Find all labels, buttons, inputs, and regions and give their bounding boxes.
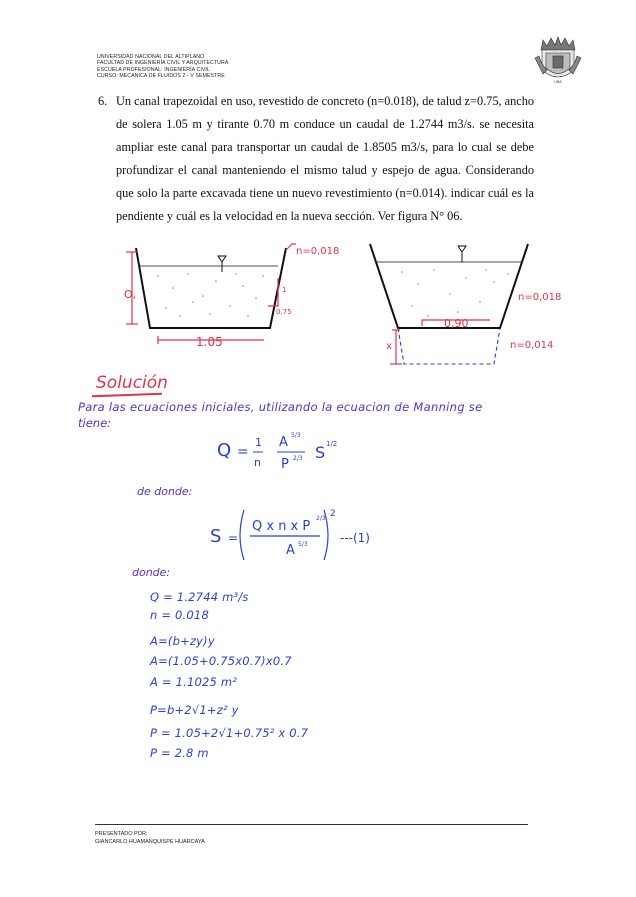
fig-left-slope-horizontal: 0,75 <box>276 308 292 316</box>
manning-perimeter: P <box>281 457 289 472</box>
solution-title-underline <box>92 393 162 397</box>
fig-right-base-label: 0,90 <box>444 317 469 330</box>
slope-numerator: Q x n x P <box>252 519 311 534</box>
slope-equation-tag: ---(1) <box>340 531 370 545</box>
footer-divider <box>95 824 528 825</box>
header-university: UNIVERSIDAD NACIONAL DEL ALTIPLANO <box>97 54 205 60</box>
slope-denominator: A <box>286 543 295 558</box>
solution-title: Solución <box>96 373 168 393</box>
manning-equation <box>215 426 365 474</box>
value-area-formula: A=(b+zy)y <box>150 634 215 648</box>
manning-frac-den: n <box>254 456 261 469</box>
slope-outer-exp: 2 <box>330 509 336 519</box>
fig-left-depth-label: O, <box>124 288 137 301</box>
problem-number: 6. <box>98 94 108 108</box>
de-donde-label: de donde: <box>137 485 193 498</box>
manning-area-exp: 5/3 <box>291 432 301 439</box>
manning-slope-exp: 1/2 <box>326 440 338 448</box>
slope-equation <box>208 506 398 562</box>
donde-label: donde: <box>132 566 171 579</box>
value-perimeter-substitution: P = 1.05+2√1+0.75² x 0.7 <box>150 726 309 740</box>
value-area-result: A = 1.1025 m² <box>150 675 238 689</box>
manning-area: A <box>279 435 288 450</box>
solution-intro-line1: Para las ecuaciones iniciales, utilizando la ecuacion de Manning se <box>78 400 483 414</box>
fig-left-n-label: n=0,018 <box>296 246 340 257</box>
svg-text:UNA: UNA <box>554 80 562 84</box>
fig-left-slope-vertical: 1 <box>282 286 287 294</box>
university-seal-logo <box>533 36 583 86</box>
fig-left-base-label: 1.05 <box>196 335 223 349</box>
manning-slope: S <box>315 443 326 462</box>
value-perimeter-result: P = 2.8 m <box>150 746 209 760</box>
header-school: ESCUELA PROFESIONAL: INGENIERÍA CIVIL <box>97 66 210 73</box>
manning-perimeter-exp: 2/3 <box>293 455 303 462</box>
header-course: CURSO: MECANICA DE FLUIDOS 2 - V SEMESTRE <box>97 72 225 79</box>
value-q: Q = 1.2744 m³/s <box>150 590 249 604</box>
header <box>97 54 228 79</box>
fig-right-x-label: x <box>386 341 392 352</box>
solution-intro-line2: tiene: <box>78 416 112 430</box>
value-n: n = 0.018 <box>150 608 209 622</box>
problem-text: Un canal trapezoidal en uso, revestido de concreto (n=0.018), de talud z=0.75, ancho de solera 1.05 m y tirante 0.70 m conduce un caudal de 1.2744 m3/s. se necesita ampliar este canal para transportar un caudal de 1.8505 m3/s, para lo cual se debe profundizar el canal manteniendo el mismo talud y espejo de agua. Considerando que solo la parte excavada tiene un nuevo revestimiento (n=0.014). indicar cuál es la pendiente y cuál es la velocidad en la nueva sección. Ver figura N° 06. <box>116 94 534 223</box>
header-faculty: FACULTAD DE INGENIERÍA CIVIL Y ARQUITECTURA <box>97 60 229 67</box>
problem-statement <box>98 90 534 228</box>
value-area-substitution: A=(1.05+0.75x0.7)x0.7 <box>150 654 292 668</box>
manning-lhs: Q <box>217 440 232 461</box>
slope-numerator-exp: 2/3 <box>316 515 326 522</box>
fig-right-n-upper-label: n=0,018 <box>518 292 562 303</box>
manning-equals: = <box>237 444 249 460</box>
figure-original-channel <box>118 236 348 356</box>
manning-frac-num: 1 <box>255 436 262 449</box>
slope-equals: = <box>228 531 239 545</box>
fig-right-n-lower-label: n=0,014 <box>510 340 554 351</box>
footer-presented-by: PRESENTADO POR: <box>95 831 148 837</box>
footer-author: GIANCARLO HUAMANQUISPE HUARCAYA <box>95 839 205 845</box>
figure-deepened-channel <box>362 236 577 370</box>
footer <box>95 830 205 846</box>
value-perimeter-formula: P=b+2√1+z² y <box>150 703 239 717</box>
slope-lhs: S <box>210 526 222 547</box>
slope-denominator-exp: 5/3 <box>298 541 308 548</box>
